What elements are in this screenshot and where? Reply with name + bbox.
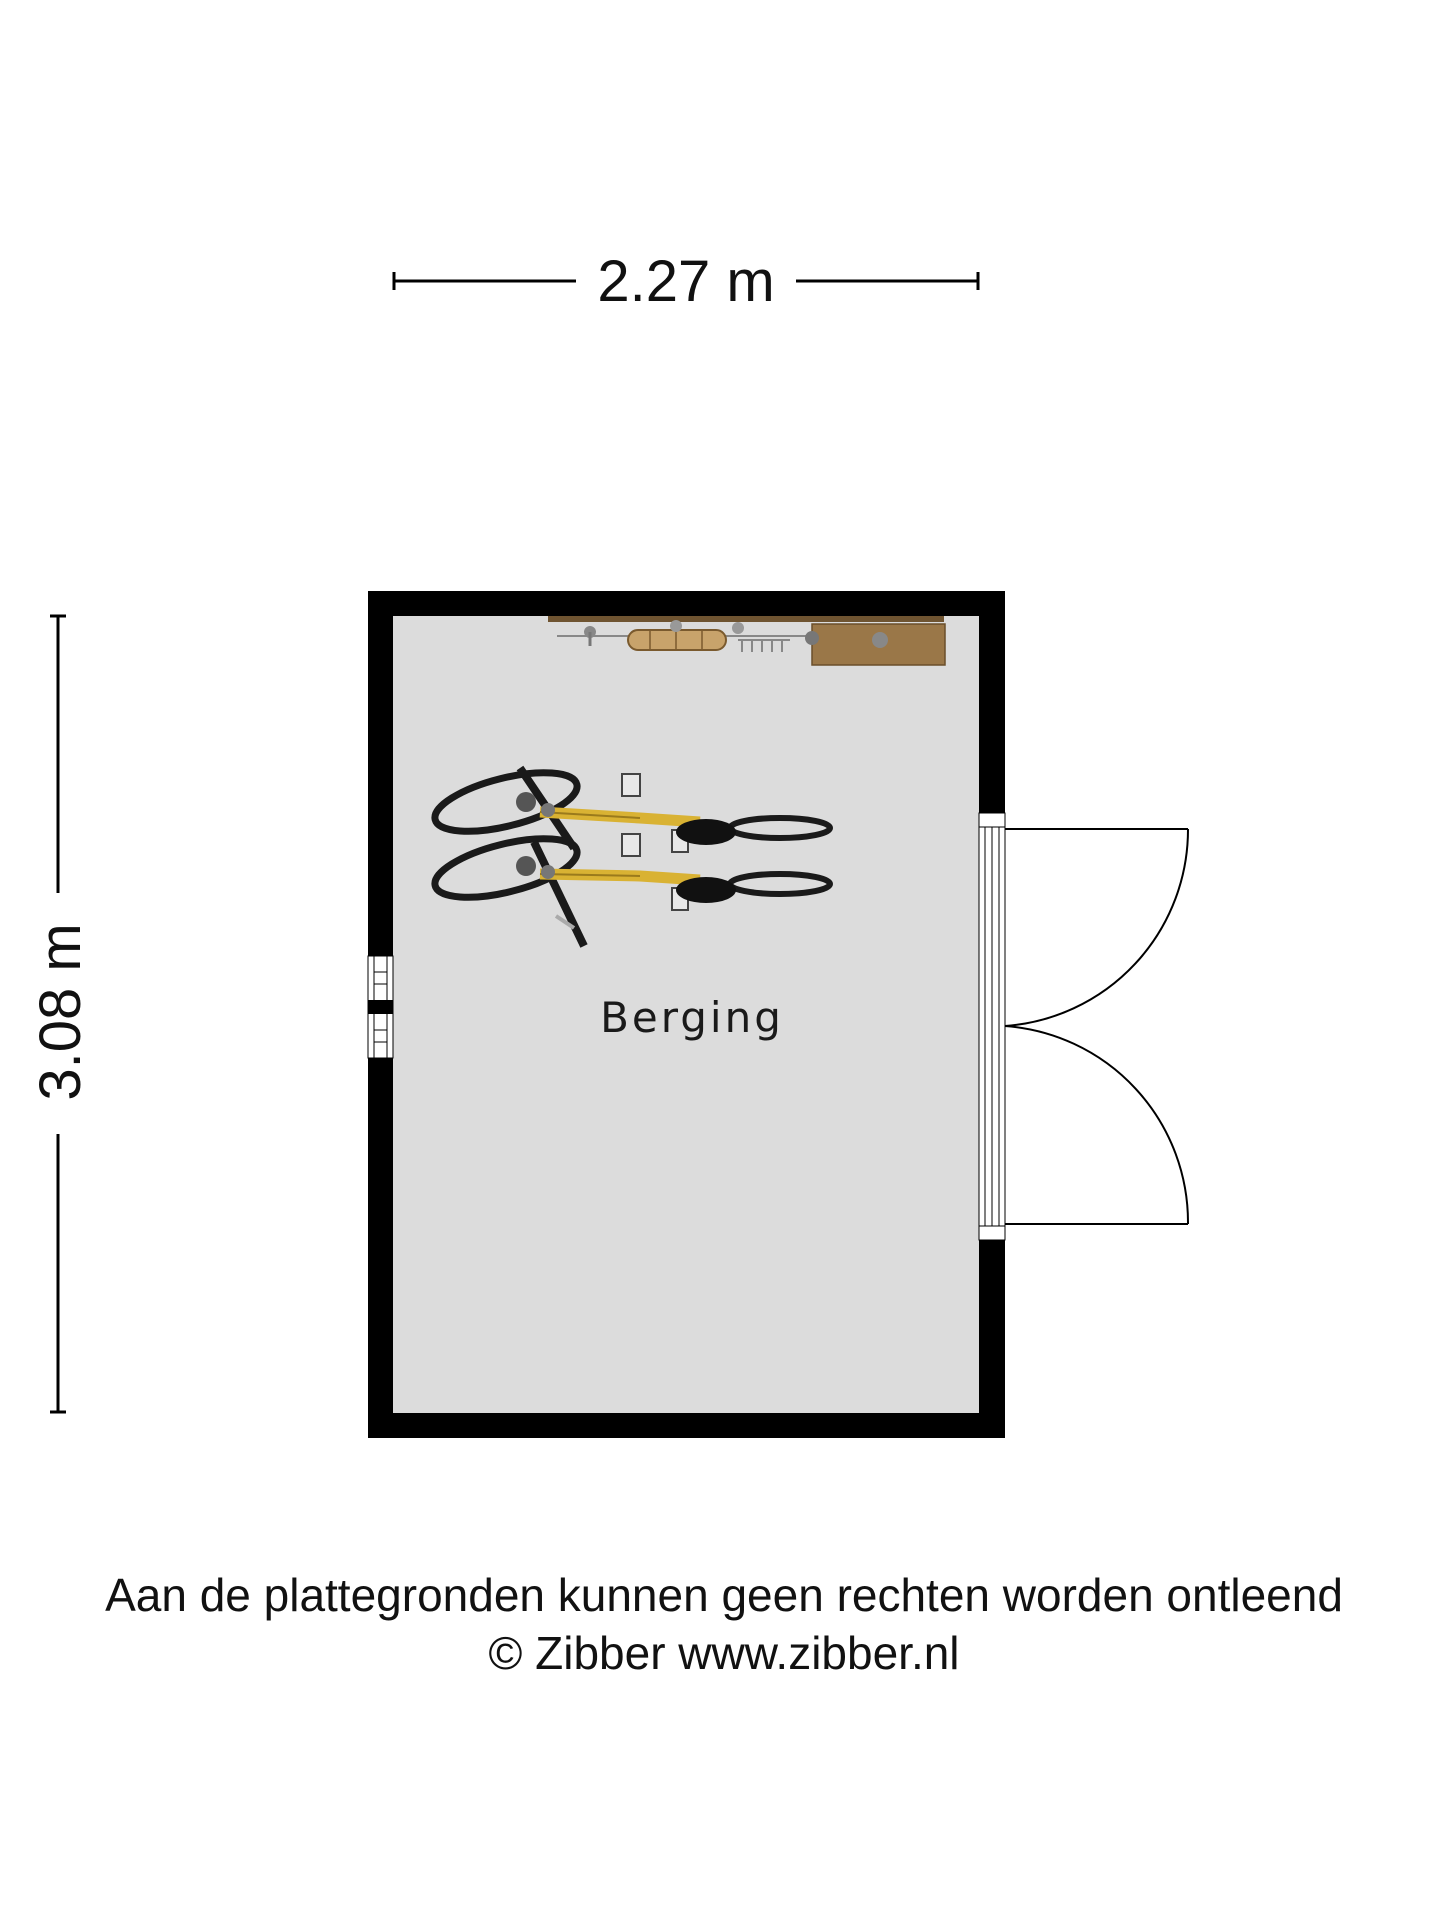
copyright-text: © Zibber www.zibber.nl: [488, 1627, 960, 1679]
width-label: 2.27 m: [597, 249, 775, 314]
wall-right-lower: [979, 1240, 1005, 1438]
hanging-bag: [628, 630, 726, 650]
door-frame: [979, 813, 1005, 1240]
height-dimension: [28, 616, 93, 1412]
window-left: [368, 956, 393, 1058]
wall-left-lower: [368, 1058, 393, 1438]
height-label: 3.08 m: [28, 923, 93, 1101]
door-swing-upper: [1005, 829, 1188, 1026]
bicycle-saddle: [676, 877, 736, 903]
room-label: Berging: [600, 993, 784, 1042]
double-door: [1005, 829, 1188, 1224]
width-dimension: [394, 249, 978, 314]
wall-bottom: [368, 1413, 1005, 1438]
bicycle-saddle: [676, 819, 736, 845]
door-swing-lower: [1005, 1026, 1188, 1224]
wall-right-upper: [979, 591, 1005, 813]
disclaimer-text: Aan de plattegronden kunnen geen rechten worden ontleend: [105, 1569, 1343, 1621]
wall-top: [368, 591, 1005, 616]
wall-left-upper: [368, 591, 393, 956]
